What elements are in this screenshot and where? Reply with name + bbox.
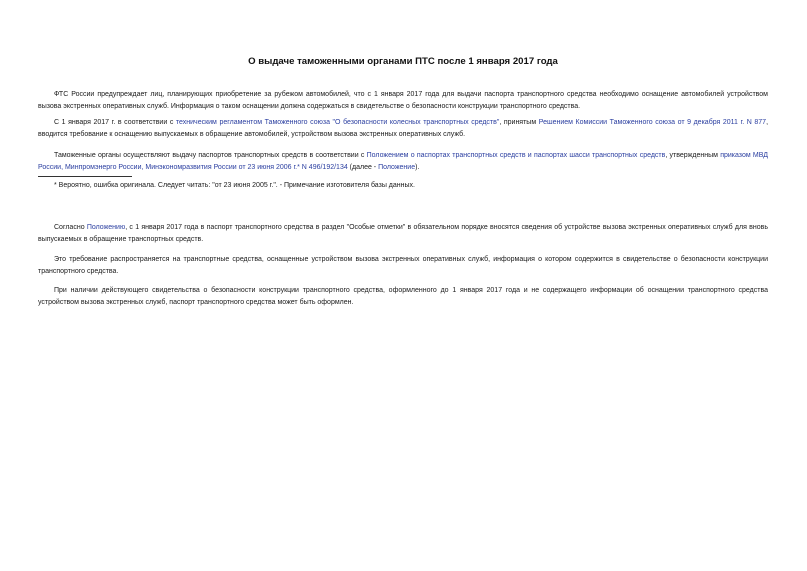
link-technical-regulation[interactable]: техническим регламентом Таможенного союза "О безопасности колесных транспортных средств" — [175, 119, 500, 126]
paragraph-warning — [38, 89, 768, 112]
footnote-divider — [38, 176, 132, 177]
link-ministry-order[interactable]: приказом МВД России, Минпромэнерго России, Минэкономразвития России от 23 июня 2006 г.* N 496/192/134 — [38, 152, 768, 171]
paragraph-text: Таможенные органы осуществляют выдачу паспортов транспортных средств в соответствии с — [54, 152, 367, 159]
link-regulation-ref[interactable]: Положению — [86, 224, 126, 231]
paragraph-customs-issuance — [38, 150, 768, 173]
paragraph-text: ). — [415, 163, 420, 171]
paragraph-text: С 1 января 2017 г. в соответствии с — [54, 119, 176, 126]
paragraph-text: , вводится требование к оснащению выпускаемых в обращение автомобилей, устройством вызова экстренных оперативных служб. — [38, 119, 769, 138]
paragraph-text: Это требование распространяется на транспортные средства, оснащенные устройством вызова экстренных оперативных служб, информация о котором содержится в свидетельстве о безопасности конструкции транспортного средства. — [38, 256, 768, 275]
footnote: * Вероятно, ошибка оригинала. Следует читать: "от 23 июня 2005 г.". - Примечание изготовителя базы данных. — [54, 182, 415, 189]
paragraph-regulation — [38, 117, 768, 140]
paragraph-text: , принятым — [499, 119, 539, 126]
paragraph-text: ФТС России предупреждает лиц, планирующих приобретение за рубежом автомобилей, что с 1 января 2017 года для выдачи паспорта транспортного средства необходимо оснащение автомобилей устройством вызова экстренных оперативных служб. Информация о таком оснащении должна содержаться в свидетельстве о безопасности конструкции транспортного средства. — [38, 91, 768, 110]
paragraph-existing-certificate — [38, 285, 768, 308]
document-title: О выдаче таможенными органами ПТС после 1 января 2017 года — [248, 56, 558, 67]
paragraph-text: , утвержденным — [665, 152, 721, 159]
paragraph-text: , с 1 января 2017 года в паспорт транспортного средства в раздел "Особые отметки" в обязательном порядке вносятся сведения об устройстве вызова экстренных оперативных служб для вновь выпускаемых в обращение транспортных средств. — [38, 224, 769, 243]
paragraph-scope — [38, 254, 768, 277]
link-passport-regulation[interactable]: Положением о паспортах транспортных средств и паспортах шасси транспортных средств — [366, 152, 666, 159]
paragraph-text: При наличии действующего свидетельства о безопасности конструкции транспортного средства, оформленного до 1 января 2017 года и не содержащего информации об оснащении транспортного средства устройством вызова экстренных служб, паспорт транспортного средства может быть оформлен. — [38, 287, 768, 306]
paragraph-text: (далее - — [347, 163, 379, 171]
link-commission-decision[interactable]: Решением Комиссии Таможенного союза от 9 декабря 2011 г. N 877 — [538, 119, 767, 126]
link-regulation-short[interactable]: Положение — [378, 163, 416, 171]
paragraph-special-marks — [38, 222, 768, 245]
paragraph-text: Согласно — [54, 224, 87, 231]
